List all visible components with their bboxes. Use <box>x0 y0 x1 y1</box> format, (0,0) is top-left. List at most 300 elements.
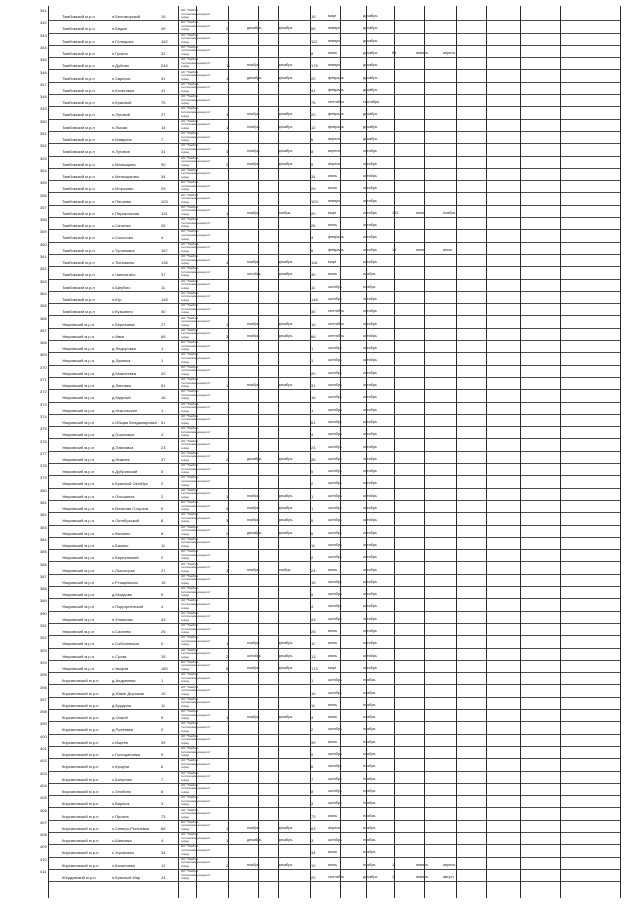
organization-cell <box>181 58 215 69</box>
households-cell: 2 <box>226 862 229 868</box>
organization-line: город <box>181 605 189 610</box>
organization-line: теплокоммунэнерго" <box>181 97 211 102</box>
population-cell: 136 <box>161 260 168 265</box>
period-month-start: октябрь <box>328 518 342 523</box>
table-row <box>40 327 620 341</box>
organization-line: АО "Тамбов <box>181 696 199 701</box>
population-cell: 37 <box>161 272 166 278</box>
district-cell: Кирсановский м.р-н <box>62 764 99 770</box>
supply-count-cell: 11 <box>311 641 316 647</box>
district-cell: Кирсановский м.р-н <box>62 838 99 844</box>
period-month-end: октябрь <box>363 235 377 240</box>
period-month-start: январь <box>328 26 341 31</box>
organization-cell <box>181 809 215 820</box>
period-month-end: октябрь <box>363 456 377 461</box>
organization-line: теплокоммунэнерго" <box>181 712 211 717</box>
organization-line: АО "Тамбов <box>181 475 199 480</box>
row-number: 347 <box>40 81 47 87</box>
build-month-start: декабрь <box>247 530 262 535</box>
organization-line: АО "Тамбов <box>181 426 199 431</box>
organization-line: теплокоммунэнерго" <box>181 429 211 434</box>
organization-cell <box>181 587 215 598</box>
organization-line: АО "Тамбов <box>181 856 199 861</box>
organization-line: теплокоммунэнерго" <box>181 454 211 459</box>
extra-count-cell: 16 <box>392 247 397 252</box>
district-cell: Уваровский м.р-н <box>62 604 95 610</box>
build-month-end: декабрь <box>278 456 293 461</box>
table-row <box>40 266 620 279</box>
period-month-start: октябрь <box>328 407 342 412</box>
population-cell: 167 <box>161 247 168 253</box>
organization-line: город <box>181 199 189 204</box>
table-row <box>40 69 620 83</box>
organization-line: АО "Тамбов <box>181 487 199 492</box>
organization-line: город <box>181 322 189 327</box>
organization-cell <box>181 722 215 733</box>
settlement-cell: д.Мордово <box>112 592 133 598</box>
population-cell: 14 <box>161 124 166 130</box>
table-row <box>40 684 620 698</box>
organization-line: АО "Тамбов <box>181 401 199 406</box>
period-month-start: июнь <box>328 50 338 55</box>
table-row <box>40 217 620 230</box>
organization-line: теплокоммунэнерго" <box>181 823 211 828</box>
organization-line: теплокоммунэнерго" <box>181 245 211 250</box>
supply-count-cell: 176 <box>311 63 318 69</box>
period-month-end: октябрь <box>363 198 377 203</box>
population-cell: 5 <box>161 469 164 475</box>
organization-line: АО "Тамбов <box>181 81 199 86</box>
population-cell: 3 <box>161 801 164 807</box>
organization-cell <box>181 280 215 291</box>
period-month-start: январь <box>328 38 341 43</box>
table-row <box>40 167 620 181</box>
district-cell: Уваровский м.р-н <box>62 629 95 634</box>
population-cell: 11 <box>161 542 166 548</box>
build-month-start: ноябрь <box>247 493 260 498</box>
organization-cell <box>181 71 215 82</box>
table-row <box>40 696 620 710</box>
row-number: 366 <box>40 315 47 321</box>
table-row <box>40 782 620 796</box>
period-month-start: октябрь <box>328 370 342 375</box>
organization-cell <box>181 341 215 352</box>
period-month-end: ноябрь <box>363 690 376 695</box>
organization-line: город <box>181 482 189 487</box>
grid-column-line <box>486 6 487 898</box>
organization-line: АО "Тамбов <box>181 155 199 160</box>
period-month-end: октябрь <box>363 432 377 437</box>
build-month-start: ноябрь <box>247 149 260 154</box>
grid-column-line <box>520 6 521 898</box>
population-cell: 26 <box>161 629 166 634</box>
settlement-cell: с.Морозово <box>112 186 134 192</box>
build-month-end: декабрь <box>278 161 293 166</box>
grid-column-line <box>48 6 49 898</box>
period-month-start: октябрь <box>328 530 342 535</box>
period-month-end: ноябрь <box>363 813 376 818</box>
district-cell: Тамбовский м.р-н <box>62 112 95 118</box>
organization-cell <box>181 489 215 500</box>
organization-line: город <box>181 593 189 598</box>
population-cell: 2 <box>161 555 164 561</box>
district-cell: Уваровский м.р-н <box>62 432 95 438</box>
households-cell: 1 <box>226 75 229 81</box>
organization-line: теплокоммунэнерго" <box>181 183 211 188</box>
organization-cell <box>181 452 215 463</box>
population-cell: 23 <box>161 444 166 450</box>
settlement-cell: п.Юр <box>112 296 122 302</box>
settlement-cell: с.Сухая <box>112 653 127 659</box>
period-month-end: октябрь <box>363 579 377 584</box>
period-month-end: октябрь <box>363 407 377 412</box>
settlement-cell: д.Семой <box>112 715 128 721</box>
organization-line: АО "Тамбов <box>181 536 199 541</box>
build-month-start: ноябрь <box>247 715 260 720</box>
organization-cell <box>181 144 215 155</box>
row-number: 359 <box>40 229 47 235</box>
organization-line: теплокоммунэнерго" <box>181 688 211 693</box>
supply-count-cell: 39 <box>311 739 316 745</box>
period-month-start: июнь <box>328 272 338 277</box>
table-row <box>40 524 620 538</box>
table-row <box>40 807 620 821</box>
district-cell: Кирсановский м.р-н <box>62 813 99 819</box>
district-cell: Тамбовский м.р-н <box>62 173 95 179</box>
population-cell: 27 <box>161 321 166 327</box>
population-cell: 1 <box>161 358 164 364</box>
organization-line: город <box>181 876 189 881</box>
organization-cell <box>181 157 215 168</box>
population-cell: 8 <box>161 788 164 794</box>
row-number: 398 <box>40 709 47 715</box>
organization-line: теплокоммунэнерго" <box>181 257 211 262</box>
organization-cell <box>181 698 215 709</box>
period-month-end: ноябрь <box>363 284 376 289</box>
table-row <box>40 229 620 242</box>
build-month-end: декабрь <box>278 665 293 670</box>
build-month-end: декабрь <box>278 63 293 68</box>
organization-line: АО "Тамбов <box>181 500 199 504</box>
organization-line: теплокоммунэнерго" <box>181 601 211 606</box>
organization-cell <box>181 772 215 783</box>
settlement-cell: с.Тюльмино <box>112 260 135 265</box>
row-number: 387 <box>40 573 47 579</box>
organization-cell <box>181 612 215 623</box>
row-number: 348 <box>40 94 47 100</box>
organization-line: АО "Тамбов <box>181 844 199 849</box>
population-cell: 148 <box>161 296 168 302</box>
organization-line: АО "Тамбов <box>181 20 199 25</box>
period-month-start: октябрь <box>328 383 342 387</box>
table-row <box>40 8 620 21</box>
population-cell: 103 <box>161 198 168 204</box>
households-cell: 1 <box>226 321 229 327</box>
district-cell: Уваровский м.р-н <box>62 370 95 376</box>
table-row <box>40 709 620 722</box>
households-cell: 2 <box>226 456 229 462</box>
population-cell: 12 <box>161 862 166 868</box>
build-month-start: ноябрь <box>247 862 260 867</box>
population-cell: 27 <box>161 567 166 573</box>
row-number: 370 <box>40 364 47 370</box>
period-month-start: февраль <box>328 247 344 252</box>
period-month-end: октябрь <box>363 260 377 264</box>
row-number: 343 <box>40 32 47 38</box>
households-cell: 1 <box>226 124 229 130</box>
period-month-start: октябрь <box>328 542 342 547</box>
period-month-end: ноябрь <box>363 838 376 843</box>
supply-count-cell: 2 <box>311 727 314 733</box>
organization-line: город <box>181 162 189 167</box>
organization-line: теплокоммунэнерго" <box>181 675 211 680</box>
period-month-end: октябрь <box>363 481 377 486</box>
supply-count-cell: 20 <box>311 210 316 216</box>
period-month-end: ноябрь <box>363 739 376 744</box>
row-number: 363 <box>40 278 47 284</box>
settlement-cell: д.Нижнее <box>112 456 130 462</box>
extra-month-end: апрель <box>443 862 456 867</box>
organization-line: теплокоммунэнерго" <box>181 577 211 582</box>
district-cell: Уваровский м.р-н <box>62 506 95 511</box>
organization-line: город <box>181 765 189 770</box>
grid-column-line <box>196 6 197 898</box>
period-month-end: октябрь <box>363 641 377 646</box>
period-month-start: апрель <box>328 161 341 166</box>
build-month-start: декабрь <box>247 26 262 31</box>
build-month-end: декабрь <box>278 715 293 720</box>
district-cell: Тамбовский м.р-н <box>62 75 95 81</box>
organization-cell <box>181 107 215 118</box>
organization-line: АО "Тамбов <box>181 290 199 295</box>
population-cell: 9 <box>161 752 164 757</box>
organization-line: город <box>181 359 189 364</box>
population-cell: 11 <box>161 284 166 290</box>
population-cell: 30 <box>161 309 166 315</box>
population-cell: 180 <box>161 665 168 671</box>
table-row <box>40 192 620 206</box>
period-month-start: сентябрь <box>328 309 345 314</box>
supply-count-cell: 26 <box>311 223 316 229</box>
organization-cell <box>181 796 215 807</box>
table-row <box>40 598 620 611</box>
organization-line: АО "Тамбов <box>181 869 199 873</box>
organization-line: город <box>181 691 189 696</box>
organization-cell <box>181 833 215 844</box>
organization-line: город <box>181 703 189 708</box>
build-month-start: ноябрь <box>247 641 260 646</box>
row-number: 391 <box>40 623 47 628</box>
period-month-start: октябрь <box>328 690 342 695</box>
population-cell: 26 <box>161 223 166 229</box>
period-month-start: октябрь <box>328 395 342 400</box>
organization-cell <box>181 304 215 315</box>
organization-line: город <box>181 851 189 856</box>
build-month-end: декабрь <box>278 321 293 326</box>
organization-line: город <box>181 642 189 647</box>
period-month-start: октябрь <box>328 579 342 584</box>
district-cell: Уваровский м.р-н <box>62 493 95 499</box>
supply-count-cell: 31 <box>311 383 316 388</box>
row-number: 401 <box>40 746 47 751</box>
table-row <box>40 290 620 304</box>
period-month-end: декабрь <box>363 875 378 879</box>
period-month-end: декабрь <box>363 38 378 43</box>
row-number: 403 <box>40 770 47 776</box>
settlement-cell: п.Маврино <box>112 137 132 142</box>
settlement-cell: с.Голощаповка <box>112 752 140 757</box>
organization-line: теплокоммунэнерго" <box>181 466 211 471</box>
table-row <box>40 586 620 599</box>
organization-line: теплокоммунэнерго" <box>181 331 211 336</box>
table-row <box>40 352 620 365</box>
supply-count-cell: 1 <box>311 506 314 511</box>
organization-cell <box>181 686 215 697</box>
supply-count-cell: 11 <box>311 284 316 290</box>
settlement-cell: п.Дубровский <box>112 469 138 475</box>
period-month-start: сентябрь <box>328 333 345 338</box>
period-month-start: июнь <box>328 702 338 707</box>
build-month-start: ноябрь <box>247 210 260 215</box>
settlement-cell: д.Липовка <box>112 383 131 388</box>
period-month-start: октябрь <box>328 358 342 363</box>
population-cell: 41 <box>161 87 166 93</box>
organization-line: АО "Тамбов <box>181 463 199 468</box>
organization-cell <box>181 427 215 438</box>
organization-cell <box>181 46 215 57</box>
period-month-start: февраль <box>328 75 344 80</box>
grid-column-line <box>178 6 179 898</box>
settlement-cell: с.Кушуни <box>112 764 130 770</box>
table-row <box>40 20 620 33</box>
settlement-cell: п.Пичаево <box>112 198 132 204</box>
organization-line: теплокоммунэнерго" <box>181 626 211 631</box>
grid-column-line <box>456 6 457 898</box>
organization-line: теплокоммунэнерго" <box>181 638 211 643</box>
organization-line: АО "Тамбов <box>181 389 199 394</box>
build-month-end: декабрь <box>278 862 293 867</box>
households-cell: 3 <box>226 333 229 339</box>
row-number: 365 <box>40 303 47 309</box>
organization-line: АО "Тамбов <box>181 167 199 172</box>
households-cell: 2 <box>226 653 229 659</box>
organization-line: город <box>181 15 189 20</box>
organization-line: город <box>181 298 189 303</box>
district-cell: Тамбовский м.р-н <box>62 50 95 56</box>
period-month-end: октябрь <box>363 173 377 178</box>
row-number: 404 <box>40 782 47 788</box>
district-cell: Уваровский м.р-н <box>62 567 95 573</box>
households-cell: 2 <box>226 26 229 32</box>
extra-month-start: январь <box>416 50 429 55</box>
organization-cell <box>181 120 215 131</box>
organization-line: теплокоммунэнерго" <box>181 442 211 447</box>
district-cell: Уваровский м.р-н <box>62 542 95 548</box>
organization-line: город <box>181 863 189 868</box>
period-month-end: ноябрь <box>363 272 376 277</box>
organization-line: АО "Тамбов <box>181 623 199 627</box>
population-cell: 1 <box>161 346 164 352</box>
period-month-start: октябрь <box>328 419 342 424</box>
build-month-end: декабрь <box>278 653 293 658</box>
organization-line: теплокоммунэнерго" <box>181 392 211 397</box>
supply-count-cell: 2 <box>311 481 314 487</box>
period-month-start: октябрь <box>328 727 342 732</box>
households-cell: 1 <box>226 493 229 499</box>
supply-count-cell: 34 <box>311 850 316 856</box>
organization-line: город <box>181 839 189 844</box>
extra-month-end: июль <box>443 247 453 252</box>
organization-line: теплокоммунэнерго" <box>181 478 211 483</box>
organization-cell <box>181 390 215 401</box>
supply-count-cell: 1 <box>311 346 314 352</box>
district-cell: Кирсановский м.р-н <box>62 702 99 708</box>
district-cell: Кирсановский м.р-н <box>62 776 99 782</box>
organization-line: теплокоммунэнерго" <box>181 380 211 385</box>
extra-count-cell: 163 <box>392 210 399 215</box>
organization-line: АО "Тамбов <box>181 315 199 320</box>
table-row <box>40 856 620 870</box>
organization-line: АО "Тамбов <box>181 143 199 148</box>
table-row <box>40 106 620 119</box>
build-month-end: декабрь <box>278 272 293 277</box>
supply-count-cell: 1 <box>311 358 314 364</box>
period-month-end: октябрь <box>363 616 377 621</box>
supply-count-cell: 9 <box>311 752 314 757</box>
build-month-end: ноябрь <box>278 210 291 215</box>
row-number: 381 <box>40 500 47 505</box>
table-row <box>40 536 620 550</box>
period-month-end: октябрь <box>363 346 377 351</box>
period-month-start: октябрь <box>328 555 342 560</box>
row-number: 351 <box>40 131 47 136</box>
population-cell: 34 <box>161 173 166 179</box>
organization-line: теплокоммунэнерго" <box>181 786 211 791</box>
households-cell: 1 <box>226 210 229 216</box>
row-number: 364 <box>40 290 47 296</box>
supply-count-cell: 5 <box>311 469 314 475</box>
period-month-end: ноябрь <box>363 776 376 781</box>
table-row <box>40 623 620 636</box>
table-row <box>40 746 620 759</box>
population-cell: 49 <box>161 26 166 32</box>
settlement-cell: с.Перикопская <box>112 210 140 216</box>
settlement-cell: с.Соболевское <box>112 641 140 647</box>
period-month-start: апрель <box>328 825 341 830</box>
organization-line: город <box>181 261 189 266</box>
district-cell: Тамбовский м.р-н <box>62 149 95 155</box>
district-cell: Кирсановский м.р-н <box>62 801 99 807</box>
organization-line: город <box>181 273 189 278</box>
table-row <box>40 635 620 648</box>
district-cell: Уваровский м.р-н <box>62 358 95 364</box>
table-row <box>40 94 620 107</box>
organization-line: город <box>181 654 189 659</box>
organization-line: АО "Тамбов <box>181 192 199 197</box>
organization-line: город <box>181 790 189 795</box>
households-cell: 2 <box>226 530 229 536</box>
district-cell: Тамбовский м.р-н <box>62 260 95 265</box>
row-number: 361 <box>40 254 47 259</box>
table-row <box>40 413 620 427</box>
supply-count-cell: 75 <box>311 100 316 106</box>
population-cell: 32 <box>161 50 166 56</box>
build-month-start: ноябрь <box>247 124 260 129</box>
period-month-start: сентябрь <box>328 321 345 326</box>
row-number: 408 <box>40 832 47 838</box>
supply-count-cell: 10 <box>311 862 316 868</box>
district-cell: Уваровский м.р-н <box>62 653 95 659</box>
